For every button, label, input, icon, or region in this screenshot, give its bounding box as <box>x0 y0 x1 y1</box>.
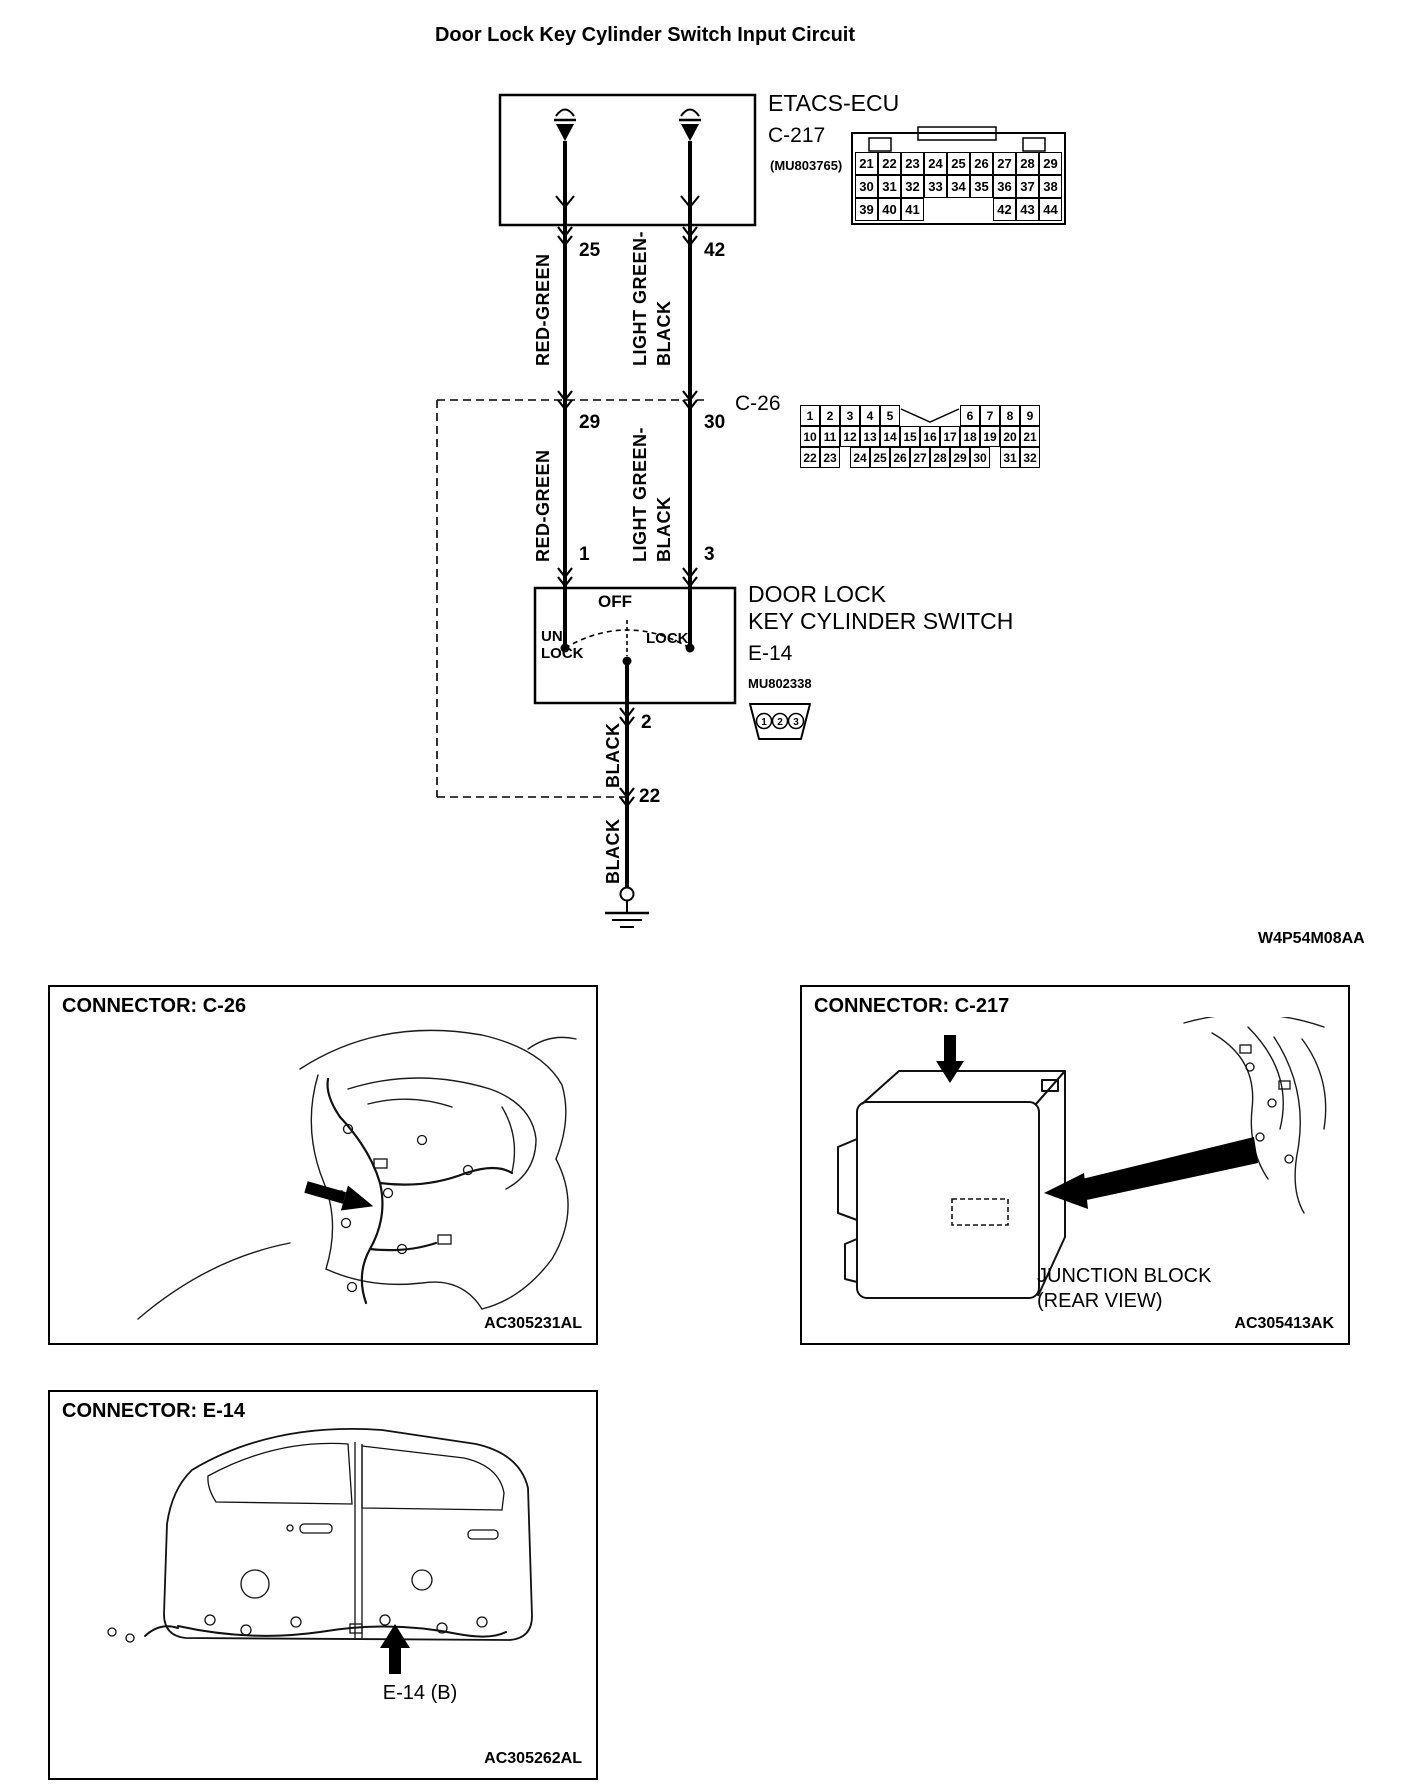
pin-2-label: 2 <box>641 712 652 733</box>
pin-cell: 34 <box>947 175 970 198</box>
icon-pin-2: 2 <box>777 717 783 728</box>
e14-connector-icon <box>750 704 810 739</box>
doc-code: W4P54M08AA <box>1258 930 1365 947</box>
pin-cell: 23 <box>901 152 924 175</box>
icon-pin-1: 1 <box>761 717 767 728</box>
wire-color-black-lower: BLACK <box>654 496 674 562</box>
inset-connector-c26 <box>48 985 598 1345</box>
pin-cell: 26 <box>970 152 993 175</box>
pin-25-label: 25 <box>579 240 601 261</box>
pin-cell: 41 <box>901 198 924 221</box>
switch-name-line2: KEY CYLINDER SWITCH <box>748 608 1014 634</box>
pin-22-label: 22 <box>639 786 661 807</box>
pin-cell: 33 <box>924 175 947 198</box>
pin-gap <box>840 447 850 468</box>
pin-29-label: 29 <box>579 412 601 433</box>
pin-cell: 37 <box>1016 175 1039 198</box>
pin-cell: 38 <box>1039 175 1062 198</box>
pin-cell: 32 <box>1020 447 1040 468</box>
inset-e14-code: AC305262AL <box>484 1750 582 1767</box>
pin-cell: 16 <box>920 426 940 447</box>
pin-cell: 32 <box>901 175 924 198</box>
pin-cell: 44 <box>1039 198 1062 221</box>
icon-pin-3: 3 <box>793 717 799 728</box>
ground-symbol <box>605 888 649 928</box>
pin-cell: 21 <box>1020 426 1040 447</box>
pin-cell: 17 <box>940 426 960 447</box>
pin-cell: 4 <box>860 405 880 426</box>
pin-cell: 39 <box>855 198 878 221</box>
pin-cell: 29 <box>950 447 970 468</box>
c26-location-sketch <box>50 1017 600 1347</box>
pin-cell: 22 <box>878 152 901 175</box>
wire-color-light-green-lower: LIGHT GREEN- <box>630 427 650 562</box>
pin-cell: 2 <box>820 405 840 426</box>
pin-cell: 23 <box>820 447 840 468</box>
inset-c26-header: CONNECTOR: C-26 <box>62 995 247 1017</box>
pin-gap <box>990 447 1000 468</box>
inset-c217-header: CONNECTOR: C-217 <box>814 995 1010 1017</box>
pin-cell: 25 <box>947 152 970 175</box>
pin-cell: 36 <box>993 175 1016 198</box>
pin-cell: 24 <box>850 447 870 468</box>
pin-cell: 6 <box>960 405 980 426</box>
pin-cell: 27 <box>993 152 1016 175</box>
switch-name-line1: DOOR LOCK <box>748 581 887 607</box>
wire-color-light-green-upper: LIGHT GREEN- <box>630 231 650 366</box>
wire-color-black-common-2: BLACK <box>603 818 623 884</box>
pin-cell: 31 <box>878 175 901 198</box>
pin-cell: 27 <box>910 447 930 468</box>
switch-pos-lock: LOCK <box>646 630 689 647</box>
inset-c26-code: AC305231AL <box>484 1315 582 1332</box>
pin-cell: 5 <box>880 405 900 426</box>
pin-cell: 18 <box>960 426 980 447</box>
switch-pos-unlock-1: UN <box>541 628 563 645</box>
pin-cell: 35 <box>970 175 993 198</box>
ecu-connector-label: C-217 <box>768 124 826 147</box>
c217-location-dashed-box <box>952 1199 1008 1225</box>
pin-42-label: 42 <box>704 240 726 261</box>
pin-cell: 22 <box>800 447 820 468</box>
junction-block-caption-1: JUNCTION BLOCK <box>1037 1265 1212 1287</box>
inset-c217-code: AC305413AK <box>1234 1315 1334 1332</box>
ecu-name-label: ETACS-ECU <box>768 90 900 116</box>
pin-cell: 13 <box>860 426 880 447</box>
pin-gap <box>900 405 960 426</box>
pin-cell: 26 <box>890 447 910 468</box>
pin-cell: 43 <box>1016 198 1039 221</box>
pin-cell: 25 <box>870 447 890 468</box>
pin-cell: 20 <box>1000 426 1020 447</box>
pin-1-label: 1 <box>579 544 590 565</box>
pin-cell: 30 <box>855 175 878 198</box>
pin-cell: 19 <box>980 426 1000 447</box>
pin-cell: 30 <box>970 447 990 468</box>
pin-3-label: 3 <box>704 544 715 565</box>
wire-color-red-green-upper: RED-GREEN <box>533 253 553 366</box>
pin-cell: 1 <box>800 405 820 426</box>
e14-callout: E-14 (B) <box>382 1682 458 1704</box>
c26-pointer-arrow <box>302 1175 376 1219</box>
pin-cell: 3 <box>840 405 860 426</box>
pin-cell: 11 <box>820 426 840 447</box>
pin-cell: 9 <box>1020 405 1040 426</box>
pin-cell: 10 <box>800 426 820 447</box>
etacs-ecu-box <box>500 95 755 225</box>
switch-pos-off: OFF <box>598 592 632 611</box>
pin-30-label: 30 <box>704 412 726 433</box>
wire-color-black-upper: BLACK <box>654 300 674 366</box>
pin-cell: 29 <box>1039 152 1062 175</box>
pin-cell: 7 <box>980 405 1000 426</box>
wire-color-black-common-1: BLACK <box>603 722 623 788</box>
wire-color-red-green-lower: RED-GREEN <box>533 449 553 562</box>
inset-connector-c217 <box>800 985 1350 1345</box>
pin-cell: 24 <box>924 152 947 175</box>
pin-gap <box>924 198 993 221</box>
pin-cell: 12 <box>840 426 860 447</box>
junction-block-caption-2: (REAR VIEW) <box>1037 1290 1163 1312</box>
switch-connector-label: E-14 <box>748 642 793 665</box>
pin-cell: 14 <box>880 426 900 447</box>
harness-boundary <box>437 400 704 797</box>
switch-pos-unlock-2: LOCK <box>541 645 584 662</box>
pin-cell: 42 <box>993 198 1016 221</box>
pin-cell: 8 <box>1000 405 1020 426</box>
c217-down-arrow <box>936 1035 964 1083</box>
c26-pin-grid <box>800 405 1040 468</box>
page-title: Door Lock Key Cylinder Switch Input Circuit <box>434 24 856 46</box>
pin-cell: 21 <box>855 152 878 175</box>
inset-e14-header: CONNECTOR: E-14 <box>62 1400 245 1422</box>
pin-cell: 15 <box>900 426 920 447</box>
c26-label: C-26 <box>735 392 781 415</box>
pin-cell: 31 <box>1000 447 1020 468</box>
switch-partno-label: MU802338 <box>748 676 812 691</box>
pin-cell: 28 <box>1016 152 1039 175</box>
e14-location-sketch <box>50 1422 600 1782</box>
e14-pointer-arrow <box>380 1624 410 1674</box>
pin-cell: 28 <box>930 447 950 468</box>
c217-pin-grid <box>855 152 1062 221</box>
ecu-partno-label: (MU803765) <box>770 158 843 173</box>
c217-wedge-arrow <box>1044 1137 1258 1209</box>
pin-cell: 40 <box>878 198 901 221</box>
inset-connector-e14 <box>48 1390 598 1780</box>
